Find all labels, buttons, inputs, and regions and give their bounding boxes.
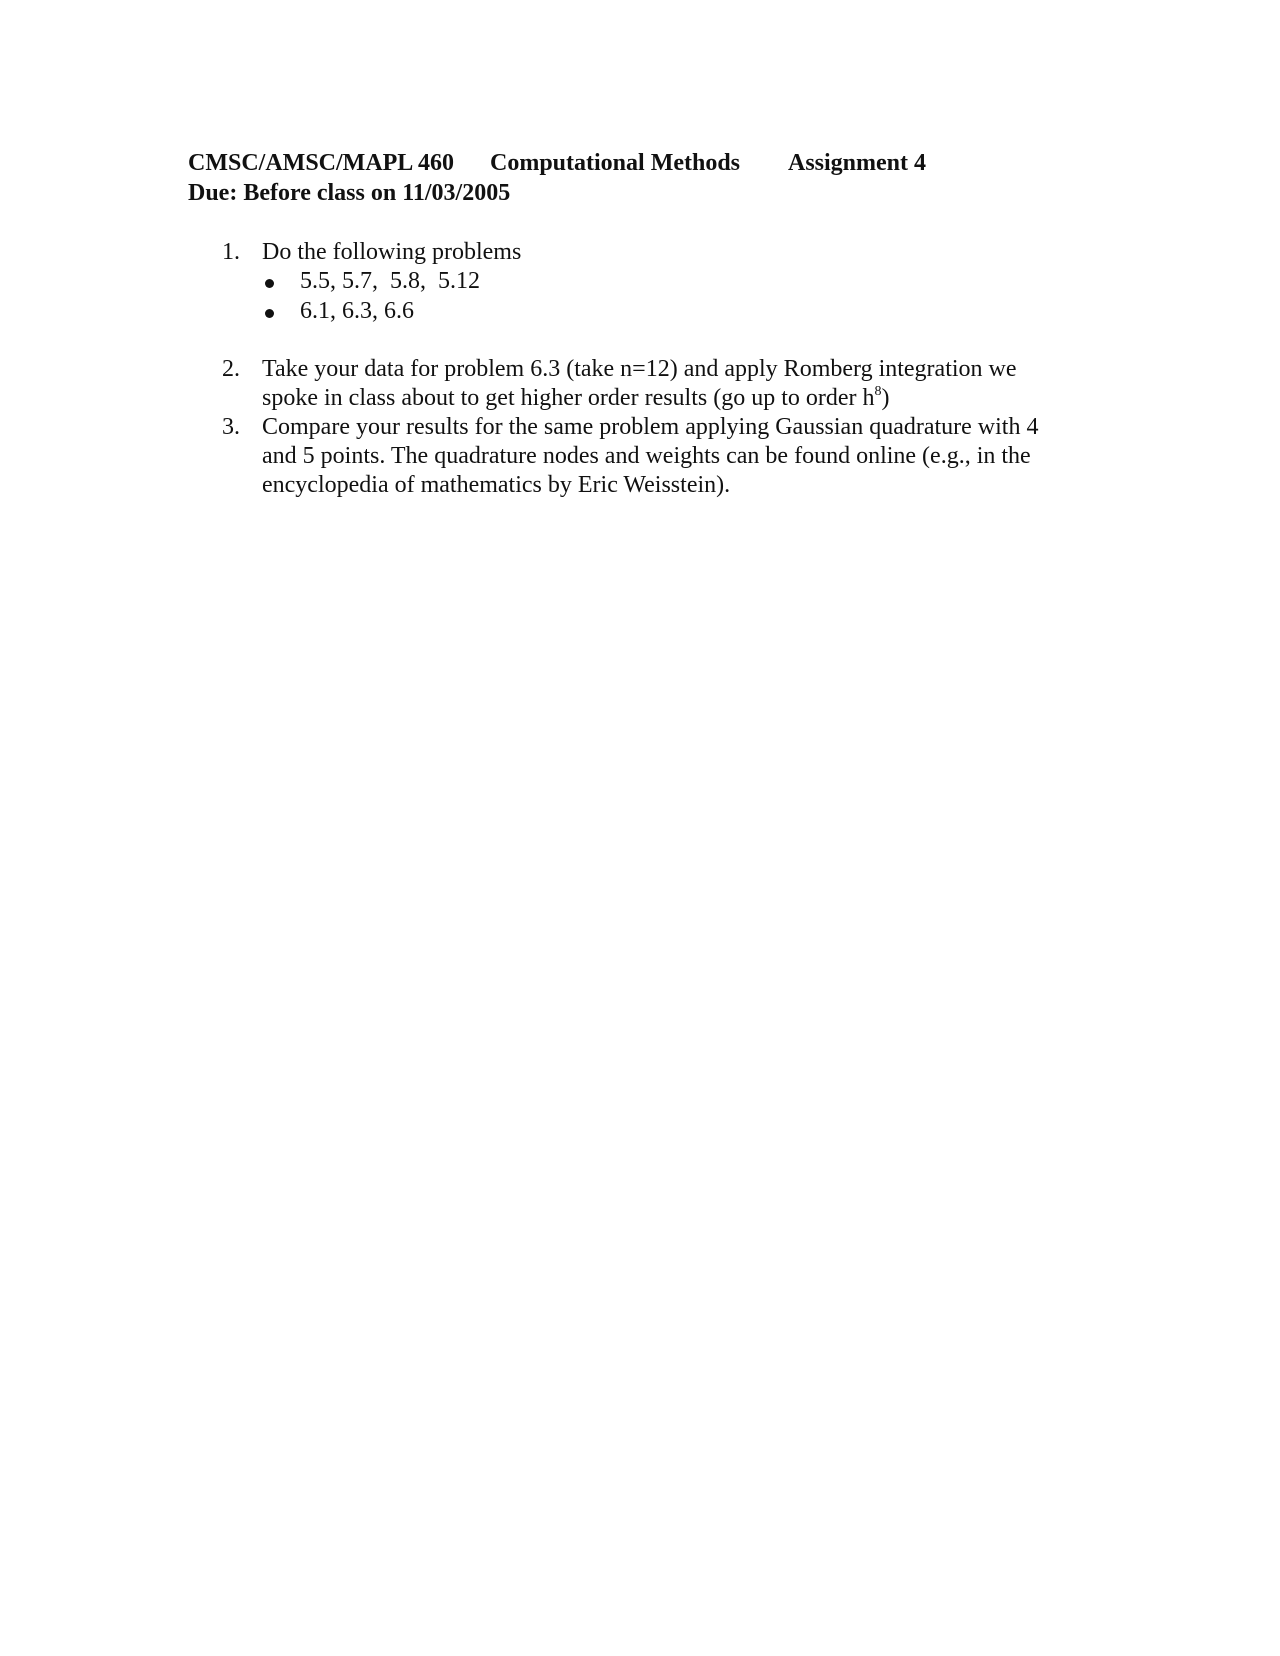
item-number: 3. bbox=[222, 414, 240, 440]
bullet-dot-icon bbox=[265, 309, 274, 318]
header-line-1 bbox=[188, 148, 926, 178]
item-number: 1. bbox=[222, 239, 240, 265]
item-line: encyclopedia of mathematics by Eric Weisstein). bbox=[262, 472, 731, 498]
item-line bbox=[262, 384, 1082, 413]
item-line: Take your data for problem 6.3 (take n=12) and apply Romberg integration we bbox=[262, 356, 1017, 382]
bullet-text: 5.5, 5.7, 5.8, 5.12 bbox=[300, 268, 480, 294]
item-body bbox=[262, 238, 1082, 327]
due-date: Due: Before class on 11/03/2005 bbox=[188, 180, 511, 206]
item-body bbox=[262, 413, 1082, 500]
superscript: 8 bbox=[874, 384, 882, 399]
bullet-dot-icon bbox=[265, 279, 274, 288]
item-line-text: ) bbox=[881, 385, 890, 411]
item-line: Compare your results for the same problem applying Gaussian quadrature with 4 bbox=[262, 414, 1039, 440]
item-line-text: spoke in class about to get higher order results (go up to order h bbox=[262, 385, 875, 411]
document-header bbox=[188, 148, 926, 208]
bullet-item bbox=[222, 297, 1082, 327]
item-line: and 5 points. The quadrature nodes and weights can be found online (e.g., in the bbox=[262, 443, 1031, 469]
bullet-item bbox=[222, 267, 1082, 297]
item-number: 2. bbox=[222, 356, 240, 382]
bullet-text: 6.1, 6.3, 6.6 bbox=[300, 298, 414, 324]
item-text: Do the following problems bbox=[262, 239, 522, 265]
course-title: Computational Methods bbox=[490, 150, 741, 176]
assignment-label: Assignment 4 bbox=[788, 150, 927, 176]
course-code: CMSC/AMSC/MAPL 460 bbox=[188, 150, 454, 176]
item-body bbox=[262, 355, 1082, 413]
